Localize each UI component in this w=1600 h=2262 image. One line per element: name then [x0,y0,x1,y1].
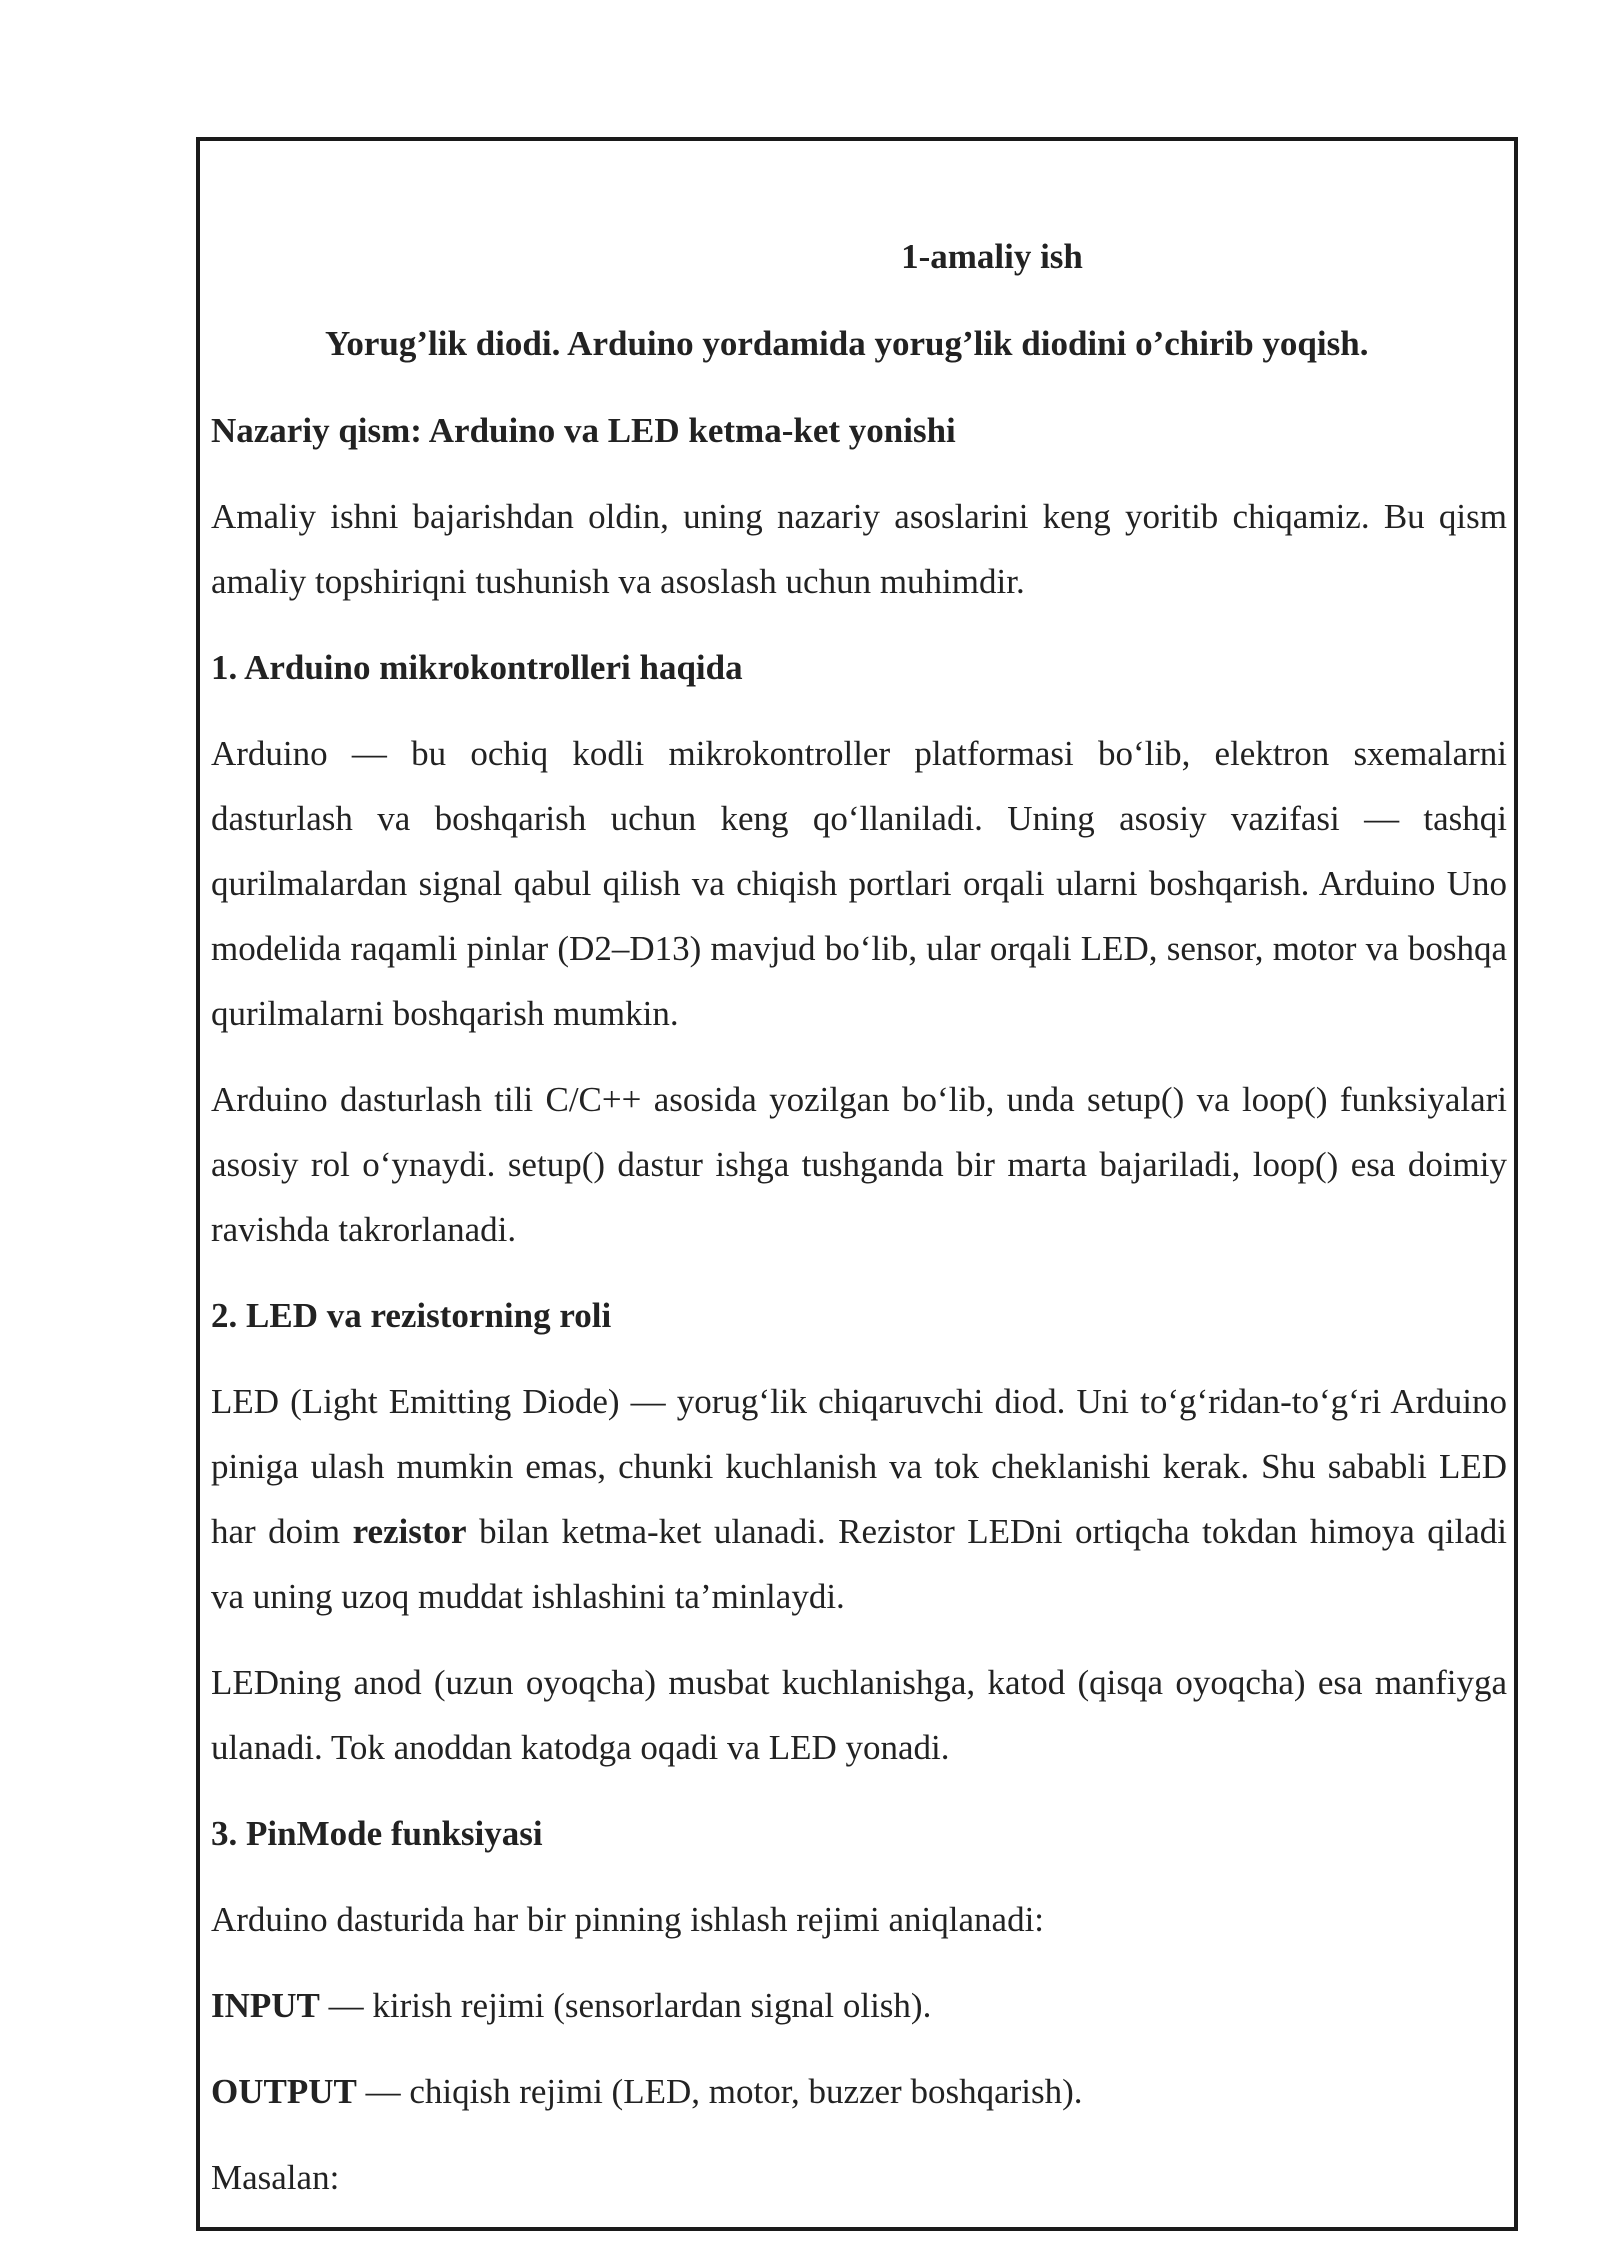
input-mode-line [211,1973,1507,2038]
document-body [211,224,1507,2231]
section-3-paragraph-1: Arduino dasturida har bir pinning ishlash rejimi aniqlanadi: [211,1900,1045,1939]
example-label: Masalan: [211,2158,340,2197]
output-mode-line [211,2059,1507,2124]
input-description: — kirish rejimi (sensorlardan signal olish). [328,1986,932,2025]
section-2-paragraph-1-start: LED (Light Emitting Diode) — yorug‘lik chiqaruvchi diod. Uni to‘g‘ridan-to‘g‘ri Arduino piniga ulash mumkin emas, chunki kuchlanish va tok cheklanishi kerak. Shu sababli LED har doim [211,1382,1507,1551]
section-1-paragraph-2: Arduino dasturlash tili C/C++ asosida yozilgan bo‘lib, unda setup() va loop() funksiyalari asosiy rol o‘ynaydi. setup() dastur ishga tushganda bir marta bajariladi, loop() esa doimiy ravishda takrorlanadi. [211,1080,1507,1249]
output-description: — chiqish rejimi (LED, motor, buzzer boshqarish). [365,2072,1083,2111]
output-term: OUTPUT [211,2072,357,2111]
section-2-heading: 2. LED va rezistorning roli [211,1296,612,1335]
section-1-paragraph-1: Arduino — bu ochiq kodli mikrokontroller platformasi bo‘lib, elektron sxemalarni dasturlash va boshqarish uchun keng qo‘llaniladi. Uning asosiy vazifasi — tashqi qurilmalardan signal qabul qilish va chiqish portlari orqali ularni boshqarish. Arduino Uno modelida raqamli pinlar (D2–D13) mavjud bo‘lib, ular orqali LED, sensor, motor va boshqa qurilmalarni boshqarish mumkin. [211,734,1507,1033]
page-title: 1-amaliy ish [901,237,1083,276]
page-subtitle: Yorug’lik diodi. Arduino yordamida yorug’lik diodini o’chirib yoqish. [325,324,1369,363]
section-3-heading: 3. PinMode funksiyasi [211,1814,543,1853]
intro-paragraph: Amaliy ishni bajarishdan oldin, uning nazariy asoslarini keng yoritib chiqamiz. Bu qism amaliy topshiriqni tushunish va asoslash uchun muhimdir. [211,497,1507,601]
input-term: INPUT [211,1986,320,2025]
resistor-term: rezistor [352,1512,467,1551]
section-2-paragraph-1 [211,1369,1507,1629]
section-2-paragraph-1-end: bilan ketma-ket ulanadi. Rezistor LEDni ortiqcha tokdan himoya qiladi va uning uzoq muddat ishlashini ta’minlaydi. [211,1512,1508,1616]
section-2-paragraph-2: LEDning anod (uzun oyoqcha) musbat kuchlanishga, katod (qisqa oyoqcha) esa manfiyga ulanadi. Tok anoddan katodga oqadi va LED yonadi. [211,1663,1507,1767]
section-1-heading: 1. Arduino mikrokontrolleri haqida [211,648,743,687]
theory-heading: Nazariy qism: Arduino va LED ketma-ket yonishi [211,411,956,450]
